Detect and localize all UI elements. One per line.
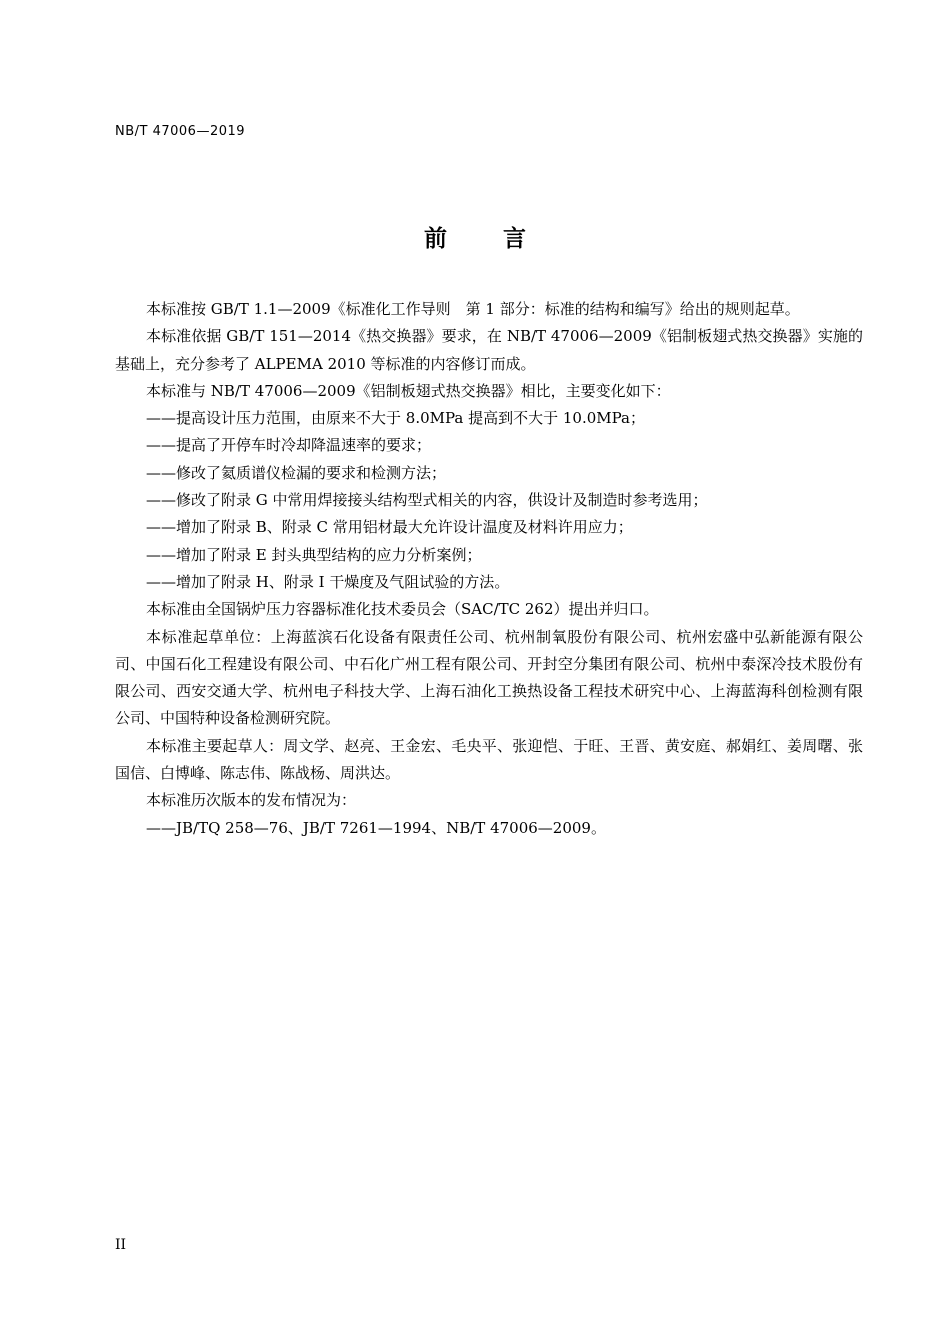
change-item: ——提高设计压力范围，由原来不大于 8.0MPa 提高到不大于 10.0MPa； bbox=[146, 409, 646, 428]
change-item: ——增加了附录 B、附录 C 常用铝材最大允许设计温度及材料许用应力； bbox=[146, 518, 633, 537]
change-item: ——修改了氦质谱仪检漏的要求和检测方法； bbox=[146, 463, 447, 482]
history-item: ——JB/TQ 258—76、JB/T 7261—1994、NB/T 47006—2009。 bbox=[146, 818, 606, 837]
paragraph-basis: 本标准依据 GB/T 151—2014《热交换器》要求，在 NB/T 47006—2009《铝制板翅式热交换器》实施的基础上，充分参考了 ALPEMA 2010 等标准的内容修订而成。 bbox=[115, 327, 863, 373]
paragraph-drafting-units: 本标准起草单位：上海蓝滨石化设备有限责任公司、杭州制氧股份有限公司、杭州宏盛中弘新能源有限公司、中国石化工程建设有限公司、中石化广州工程有限公司、开封空分集团有限公司、杭州中泰深冷技术股份有限公司、西安交通大学、杭州电子科技大学、上海石油化工换热设备工程技术研究中心、上海蓝海科创检测有限公司、中国特种设备检测研究院。 bbox=[115, 627, 863, 728]
change-item: ——提高了开停车时冷却降温速率的要求； bbox=[146, 436, 432, 455]
foreword-body bbox=[115, 296, 863, 842]
paragraph-committee: 本标准由全国锅炉压力容器标准化技术委员会（SAC/TC 262）提出并归口。 bbox=[146, 600, 659, 619]
document-code: NB/T 47006—2019 bbox=[115, 124, 246, 139]
page-number: II bbox=[115, 1237, 127, 1253]
change-item: ——增加了附录 H、附录 I 干燥度及气阻试验的方法。 bbox=[146, 572, 510, 591]
paragraph-changes-intro: 本标准与 NB/T 47006—2009《铝制板翅式热交换器》相比，主要变化如下： bbox=[146, 381, 671, 400]
change-item: ——修改了附录 G 中常用焊接接头结构型式相关的内容，供设计及制造时参考选用； bbox=[146, 491, 708, 510]
page-title: 前言 bbox=[424, 226, 582, 252]
change-item: ——增加了附录 E 封头典型结构的应力分析案例； bbox=[146, 545, 482, 564]
paragraph-drafters: 本标准主要起草人：周文学、赵亮、王金宏、毛央平、张迎恺、于旺、王晋、黄安庭、郝娟红、姜周曙、张国信、白博峰、陈志伟、陈战杨、周洪达。 bbox=[115, 736, 863, 783]
paragraph-drafting-rules: 本标准按 GB/T 1.1—2009《标准化工作导则 第 1 部分：标准的结构和编写》给出的规则起草。 bbox=[146, 300, 800, 318]
paragraph-history-intro: 本标准历次版本的发布情况为： bbox=[146, 791, 357, 810]
